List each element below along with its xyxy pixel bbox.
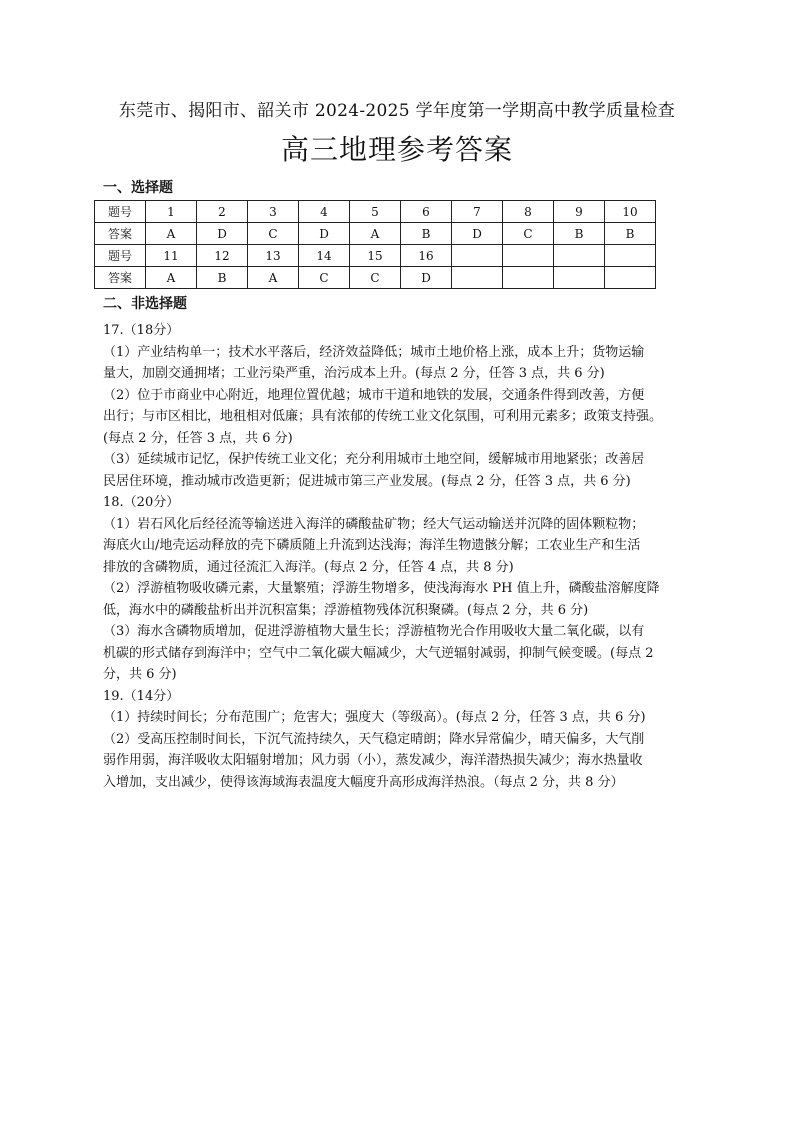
- table-cell: 15: [350, 245, 401, 267]
- table-cell: 11: [146, 245, 197, 267]
- table-cell: C: [248, 223, 299, 245]
- table-cell: 14: [299, 245, 350, 267]
- row-label: 题号: [95, 245, 146, 267]
- answer-line: 弱作用弱，海洋吸收太阳辐射增加；风力弱（小），蒸发减少，海洋潜热损失减少；海水热量收: [103, 753, 643, 768]
- table-cell: 7: [452, 201, 503, 223]
- table-cell: 8: [503, 201, 554, 223]
- table-cell: [554, 267, 605, 289]
- table-cell: C: [503, 223, 554, 245]
- table-cell: 12: [197, 245, 248, 267]
- table-cell: [503, 267, 554, 289]
- table-cell: 1: [146, 201, 197, 223]
- page-title: 高三地理参考答案: [280, 133, 513, 166]
- section-heading-choice: 一、选择题: [103, 180, 173, 196]
- table-cell: [605, 245, 656, 267]
- row-label: 答案: [95, 267, 146, 289]
- answer-row: [95, 223, 656, 245]
- table-cell: C: [299, 267, 350, 289]
- table-cell: A: [146, 267, 197, 289]
- table-cell: [452, 245, 503, 267]
- answer-row: [95, 267, 656, 289]
- table-cell: B: [554, 223, 605, 245]
- question-header: 17.（18分）: [103, 323, 180, 338]
- answer-line: （2）浮游植物吸收磷元素，大量繁殖；浮游生物增多，使浅海海水 PH 值上升，磷酸盐溶解度降: [103, 581, 660, 596]
- question-number-row: [95, 201, 656, 223]
- exam-title: 东莞市、揭阳市、韶关市 2024-2025 学年度第一学期高中教学质量检查: [118, 101, 676, 121]
- table-cell: A: [248, 267, 299, 289]
- table-cell: A: [350, 223, 401, 245]
- answer-line: （3）海水含磷物质增加，促进浮游植物大量生长；浮游植物光合作用吸收大量二氧化碳，以有: [103, 624, 645, 639]
- answer-line: 出行；与市区相比，地租相对低廉；具有浓郁的传统工业文化氛围，可利用元素多；政策支持强。: [103, 409, 663, 424]
- answer-line: （1）岩石风化后经径流等输送进入海洋的磷酸盐矿物；经大气运动输送并沉降的固体颗粒物；: [103, 516, 645, 532]
- answer-line: （2）受高压控制时间长，下沉气流持续久，天气稳定晴朗；降水异常偏少，晴天偏多，大气削: [103, 731, 645, 747]
- table-cell: [503, 245, 554, 267]
- answer-line: 排放的含磷物质，通过径流汇入海洋。(每点 2 分，任答 4 点，共 8 分): [103, 559, 514, 575]
- row-label: 答案: [95, 223, 146, 245]
- table-cell: D: [299, 223, 350, 245]
- answer-line: (每点 2 分，任答 3 点，共 6 分): [103, 430, 293, 446]
- answer-line: （3）延续城市记忆，保护传统工业文化；充分利用城市土地空间，缓解城市用地紧张；改善居: [103, 452, 645, 467]
- choice-answer-table: [94, 200, 656, 289]
- table-cell: [554, 245, 605, 267]
- table-cell: 6: [401, 201, 452, 223]
- table-cell: C: [350, 267, 401, 289]
- question-number-row: [95, 245, 656, 267]
- answer-line: （1）产业结构单一；技术水平落后，经济效益降低；城市土地价格上涨，成本上升；货物运输: [103, 344, 645, 360]
- table-cell: 4: [299, 201, 350, 223]
- table-cell: B: [605, 223, 656, 245]
- question-header: 19.（14分）: [103, 688, 180, 704]
- table-cell: 16: [401, 245, 452, 267]
- open-questions: [103, 320, 695, 793]
- table-cell: B: [401, 223, 452, 245]
- question-header: 18.（20分）: [103, 495, 180, 510]
- table-cell: [452, 267, 503, 289]
- answer-line: 量大，加剧交通拥堵；工业污染严重，治污成本上升。(每点 2 分，任答 3 点，共 6 分): [103, 366, 605, 381]
- section-heading-open: 二、非选择题: [103, 296, 187, 312]
- table-cell: 3: [248, 201, 299, 223]
- answer-line: （2）位于市商业中心附近，地理位置优越；城市干道和地铁的发展，交通条件得到改善，方便: [103, 387, 645, 403]
- row-label: 题号: [95, 201, 146, 223]
- answer-line: 入增加，支出减少，使得该海域海表温度大幅度升高形成海洋热浪。（每点 2 分，共 8 分）: [103, 774, 624, 790]
- table-cell: 13: [248, 245, 299, 267]
- table-cell: D: [452, 223, 503, 245]
- answer-line: 民居住环境，推动城市改造更新；促进城市第三产业发展。(每点 2 分，任答 3 点，共 6 分): [103, 473, 631, 489]
- answer-line: 分，共 6 分): [103, 667, 177, 682]
- table-cell: 5: [350, 201, 401, 223]
- table-cell: B: [197, 267, 248, 289]
- table-cell: 9: [554, 201, 605, 223]
- table-cell: D: [197, 223, 248, 245]
- answer-line: 低，海水中的磷酸盐析出并沉积富集；浮游植物残体沉积聚磷。(每点 2 分，共 6 分): [103, 602, 589, 618]
- table-cell: 2: [197, 201, 248, 223]
- answer-line: 海底火山/地壳运动释放的壳下磷质随上升流到达浅海；海洋生物遗骸分解；工农业生产和生活: [103, 538, 641, 553]
- table-cell: 10: [605, 201, 656, 223]
- table-cell: A: [146, 223, 197, 245]
- table-cell: D: [401, 267, 452, 289]
- answer-line: 机碳的形式储存到海洋中；空气中二氧化碳大幅减少，大气逆辐射减弱，抑制气候变暖。(每点 2: [103, 645, 654, 661]
- answer-line: （1）持续时间长；分布范围广；危害大；强度大（等级高）。(每点 2 分，任答 3 点，共 6 分): [103, 710, 646, 725]
- table-cell: [605, 267, 656, 289]
